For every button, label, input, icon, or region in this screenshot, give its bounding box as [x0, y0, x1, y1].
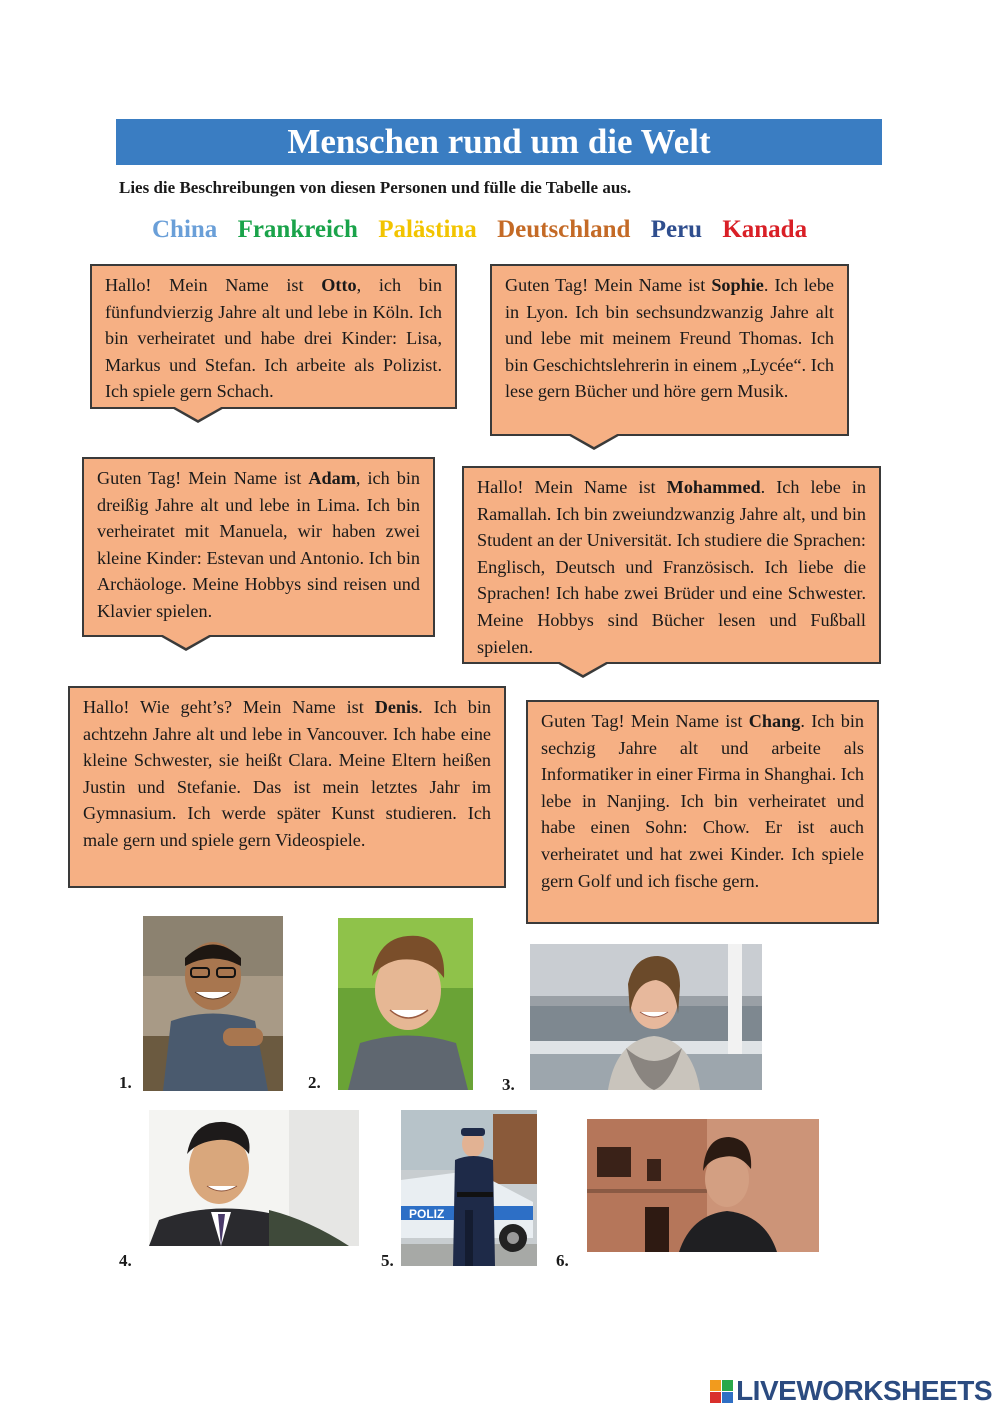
bubble-sophie: Guten Tag! Mein Name ist Sophie. Ich lebe in Lyon. Ich bin sechsundzwanzig Jahre alt und lebe mit meinem Freund Thomas. Ich bin Geschichtslehrerin in einem „Lycée“. Ich lese gern Bücher und höre gern Musik. — [490, 264, 849, 436]
bubble-mohammed: Hallo! Mein Name ist Mohammed. Ich lebe in Ramallah. Ich bin zweiundzwanzig Jahre alt, und bin Student an der Universität. Ich studiere die Sprachen: Englisch, Deutsch und Französisch. Ich liebe die Sprachen! Ich habe zwei Brüder und eine Schwester. Meine Hobbys sind Bücher lesen und Fußball spielen. — [462, 466, 881, 664]
photo-3 — [530, 944, 762, 1090]
photo-label-4: 4. — [119, 1251, 132, 1270]
photo-5 — [401, 1110, 537, 1266]
photo-label-3: 3. — [502, 1075, 515, 1094]
liveworksheets-logo-icon — [710, 1380, 733, 1403]
photo-4 — [149, 1110, 359, 1246]
photo-6 — [587, 1119, 819, 1252]
country-kanada: Kanada — [722, 216, 808, 243]
logo-text: LIVEWORKSHEETS — [736, 1375, 992, 1406]
bubble-otto: Hallo! Mein Name ist Otto, ich bin fünfundvierzig Jahre alt und lebe in Köln. Ich bin verheiratet und habe drei Kinder: Lisa, Markus und Stefan. Ich arbeite als Polizist. Ich spiele gern Schach. — [90, 264, 457, 409]
photo-1 — [143, 916, 283, 1091]
instruction-text: Lies die Beschreibungen von diesen Personen und fülle die Tabelle aus. — [119, 178, 632, 197]
photo-label-1: 1. — [119, 1073, 132, 1092]
photo-label-5: 5. — [381, 1251, 394, 1270]
photo-label-2: 2. — [308, 1073, 321, 1092]
liveworksheets-logo — [710, 1375, 992, 1407]
photo-label-6: 6. — [556, 1251, 569, 1270]
country-frankreich: Frankreich — [237, 216, 358, 243]
country-peru: Peru — [650, 216, 703, 243]
bubble-denis: Hallo! Wie geht’s? Mein Name ist Denis. Ich bin achtzehn Jahre alt und lebe in Vancouver. Ich habe eine kleine Schwester, sie heißt Clara. Meine Eltern heißen Justin und Stefanie. Das ist mein letztes Jahr im Gymnasium. Ich werde später Kunst studieren. Ich male gern und spiele gern Videospiele. — [68, 686, 506, 888]
police-car-text: POLIZ — [409, 1207, 445, 1221]
bubble-adam: Guten Tag! Mein Name ist Adam, ich bin dreißig Jahre alt und lebe in Lima. Ich bin verheiratet mit Manuela, wir haben zwei kleine Kinder: Estevan und Antonio. Ich bin Archäologe. Meine Hobbys sind reisen und Klavier spielen. — [82, 457, 435, 637]
photo-2 — [338, 918, 473, 1090]
country-palaestina: Palästina — [378, 216, 477, 243]
country-china: China — [152, 216, 218, 243]
country-deutschland: Deutschland — [497, 216, 631, 243]
country-list — [152, 216, 821, 244]
page-title: Menschen rund um die Welt — [116, 119, 882, 165]
bubble-chang: Guten Tag! Mein Name ist Chang. Ich bin sechzig Jahre alt und arbeite als Informatiker in einer Firma in Shanghai. Ich lebe in Nanjing. Ich bin verheiratet und habe einen Sohn: Chow. Er ist auch verheiratet und hat zwei Kinder. Ich spiele gern Golf und ich fische gern. — [526, 700, 879, 924]
